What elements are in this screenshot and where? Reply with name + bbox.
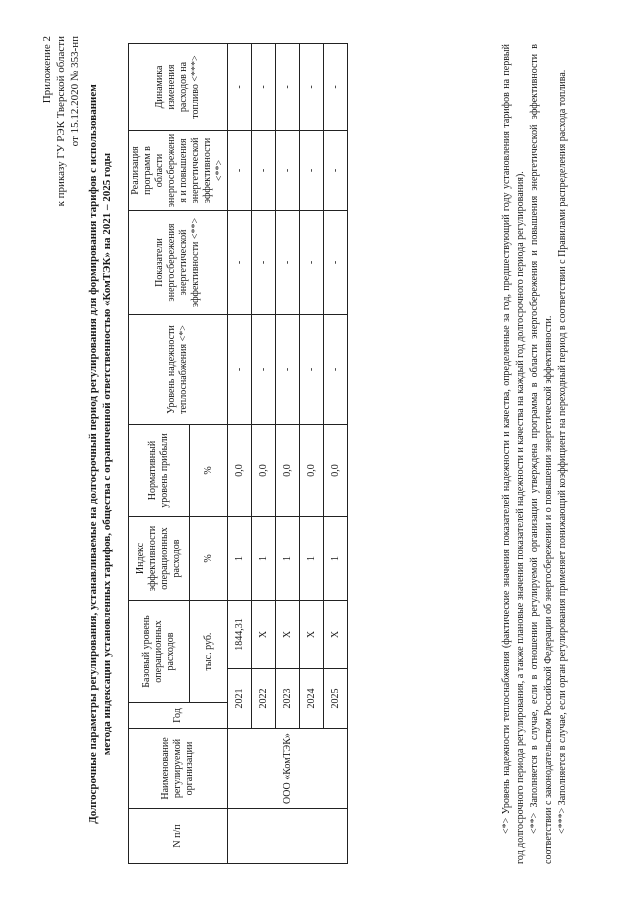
unit-index: % [190,517,228,601]
cell-base: Х [300,601,324,669]
document-title [86,44,114,864]
cell-energy: - [324,211,348,315]
cell-profit: 0,0 [228,425,252,517]
header-row [129,44,190,864]
table-row [228,44,252,864]
cell-num [228,809,348,864]
cell-energy: - [300,211,324,315]
cell-profit: 0,0 [324,425,348,517]
cell-year: 2023 [276,669,300,729]
cell-year: 2022 [252,669,276,729]
unit-profit: % [190,425,228,517]
cell-index: 1 [324,517,348,601]
cell-program: - [276,131,300,211]
header-year: Год [129,703,228,729]
cell-reliability: - [228,315,252,425]
cell-fuel: - [276,44,300,131]
cell-profit: 0,0 [276,425,300,517]
cell-fuel: - [300,44,324,131]
cell-program: - [300,131,324,211]
cell-profit: 0,0 [300,425,324,517]
appendix-reference [40,36,82,206]
cell-reliability: - [276,315,300,425]
cell-year: 2025 [324,669,348,729]
appendix-order: к приказу ГУ РЭК Тверской области [55,36,67,207]
footnote-reliability: <*> Уровень надежности теплоснабжения (фактические значения показателей надежности и качества, определенные за год, предшествующий году установления тарифов на первый год долгосрочного периода регулирования, а также плановые значения показателей надежности и качества на каждый год долгосрочного периода регулирования). [501,44,526,864]
header-reliability: Уровень надежности теплоснабжения <*> [129,315,228,425]
cell-year: 2021 [228,669,252,729]
appendix-date: от 15.12.2020 № 353-нп [69,36,81,147]
cell-index: 1 [228,517,252,601]
cell-base: Х [276,601,300,669]
appendix-number: Приложение 2 [41,36,53,104]
title-line-2: метода индексации установленных тарифов, общества с ограниченной ответственностью «КомТЭК» на 2021 – 2025 годы [101,152,113,756]
cell-index: 1 [252,517,276,601]
header-program: Реализация программ в области энергосбережени я и повышения энергетической эффективности <**> [129,131,228,211]
cell-fuel: - [252,44,276,131]
cell-energy: - [228,211,252,315]
header-energy: Показатели энергосбережения энергетической эффективности <**> [129,211,228,315]
cell-index: 1 [276,517,300,601]
footnote-fuel: <***> Заполняется в случае, если орган регулирования применяет понижающий коэффициент на переходный период в соответствии с Правилами распределения расхода топлива. [557,69,568,834]
cell-base: Х [324,601,348,669]
cell-energy: - [252,211,276,315]
footnotes [500,44,570,864]
cell-org: ООО «КомТЭК» [228,729,348,809]
header-profit: Нормативный уровень прибыли [129,425,190,517]
cell-index: 1 [300,517,324,601]
cell-base: Х [252,601,276,669]
cell-fuel: - [228,44,252,131]
cell-fuel: - [324,44,348,131]
cell-reliability: - [252,315,276,425]
header-fuel: Динамика изменения расходов на топливо <***> [129,44,228,131]
cell-reliability: - [324,315,348,425]
header-org: Наименование регулируемой организации [129,729,228,809]
cell-energy: - [276,211,300,315]
cell-base: 1844,31 [228,601,252,669]
header-num: N п/п [129,809,228,864]
cell-program: - [228,131,252,211]
cell-program: - [252,131,276,211]
unit-base: тыс. руб. [190,601,228,703]
parameters-table [128,43,348,864]
title-line-1: Долгосрочные параметры регулирования, устанавливаемые на долгосрочный период регулирования для формирования тарифов с использованием [87,84,99,824]
cell-program: - [324,131,348,211]
header-base: Базовый уровень операционных расходов [129,601,190,703]
cell-profit: 0,0 [252,425,276,517]
cell-year: 2024 [300,669,324,729]
header-index: Индекс эффективности операционных расходов [129,517,190,601]
cell-reliability: - [300,315,324,425]
footnote-energy: <**> Заполняется в случае, если в отношении регулируемой организации утверждена программа в области энергосбережения и повышения энергетической эффективности в соответствии с законодательством Российской Федерации об энергосбережении и о повышении энергетической эффективности. [529,44,554,864]
